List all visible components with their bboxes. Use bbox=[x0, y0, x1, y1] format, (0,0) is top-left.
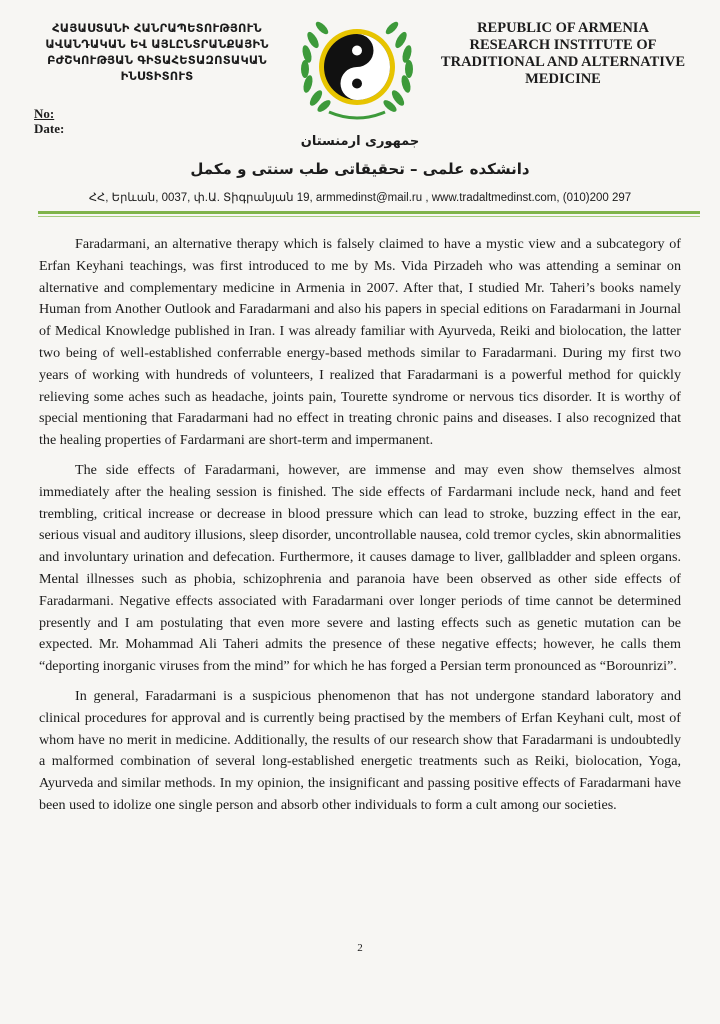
english-line: REPUBLIC OF ARMENIA bbox=[477, 20, 649, 36]
header-divider bbox=[38, 211, 700, 214]
armenian-line: ԻՆՍՏԻՏՈՒՏ bbox=[120, 69, 194, 83]
armenian-line: ԲԺՇԿՈՒԹՅԱՆ ԳԻՏԱՀԵՏԱԶՈՏԱԿԱՆ bbox=[47, 53, 267, 67]
letter-body bbox=[39, 234, 681, 825]
armenian-line: ԱՎԱՆԴԱԿԱՆ ԵՎ ԱՅԼԸՆՏՐԱՆՔԱՅԻՆ bbox=[45, 37, 269, 51]
header-divider-thin bbox=[38, 216, 700, 217]
armenian-institute-name bbox=[22, 20, 292, 84]
persian-country-name: جمهوری ارمنستان bbox=[300, 134, 420, 149]
date-label: Date: bbox=[34, 121, 65, 136]
yin-yang-laurel-logo-icon bbox=[294, 12, 420, 124]
english-institute-name bbox=[428, 20, 698, 88]
english-line: TRADITIONAL AND ALTERNATIVE bbox=[440, 54, 686, 70]
english-line: MEDICINE bbox=[525, 71, 601, 87]
body-paragraph: In general, Faradarmani is a suspicious phenomenon that has not undergone standard laboratory and clinical procedures for approval and is currently being practised by the members of Erfan Keyhani cult, most of whom have no merit in medicine. Additionally, the results of our research show that Faradarmani is undoubtedly a malformed combination of several long-established energetic treatments such as Reiki, biolocation, Yoga, Ayurveda and similar methods. In my opinion, the insignificant and passing positive effects of Faradarmani have been used to idolize one single person and absorb other individuals to form a cult among our societies. bbox=[39, 687, 681, 813]
reference-fields bbox=[34, 106, 64, 136]
persian-institute-name: دانشکده علمی – تحقیقاتی طب سنتی و مکمل bbox=[190, 160, 530, 178]
number-label: No: bbox=[34, 106, 55, 121]
english-line: RESEARCH INSTITUTE OF bbox=[469, 37, 657, 53]
body-paragraph: Faradarmani, an alternative therapy which is falsely claimed to have a mystic view and a subcategory of Erfan Keyhani teachings, was first introduced to me by Ms. Vida Pirzadeh who was attending a seminar on alternative and complementary medicine in Armenia in 2007. After that, I studied Mr. Taheri’s books namely Human from Another Outlook and Faradarmani and also his papers in special editions on Faradarmani in Journal of Medical Knowledge published in Iran. I was already familiar with Ayurveda, Reiki and biolocation, the latter two being of well-established conferrable energy-based methods similar to Faradarmani. During my first two years of working with hundreds of volunteers, I realized that Faradarmani is a powerful method for quickly relieving some aches such as headache, joints pain, Tourette syndrome or nervous tics disorder. It is worthy of special mentioning that Faradarmani had no effect in treating chronic pains and diseases. I also recognized that the healing properties of Fardarmani are short-term and impermanent. bbox=[39, 236, 681, 449]
body-paragraph: The side effects of Faradarmani, however, are immense and may even show themselves almost immediately after the healing session is finished. The side effects of Fardarmani include neck, hand and feet trembling, critical increase or decrease in blood pressure which can lead to stroke, buzzing effect in the ear, serious visual and auditory illusions, sleep disorder, uncontrollable nausea, cold tremor cycles, skin abnormalities and involuntary urination and defecation. Furthermore, it causes damage to liver, gallbladder and spleen organs. Mental illnesses such as phobia, schizophrenia and paranoia have been observed as other side effects of Faradarmani. Negative effects associated with Faradarmani over longer periods of time cannot be determined presently and I am postulating that even more severe and lasting effects such as genetic mutation can be expected. Mr. Mohammad Ali Taheri admits the presence of these negative effects; however, he calls them “deporting inorganic viruses from the mind” for which he has forged a Persian term pronounced as “Borounrizi”. bbox=[39, 461, 681, 675]
contact-line: ՀՀ, Երևան, 0037, փ.Ա. Տիգրանյան 19, armmedinst@mail.ru , www.tradaltmedinst.com, (010)200 297 bbox=[88, 192, 632, 204]
armenian-line: ՀԱՅԱՍՏԱՆԻ ՀԱՆՐԱՊԵՏՈՒԹՅՈՒՆ bbox=[52, 21, 262, 35]
page-number: 2 bbox=[357, 942, 363, 954]
